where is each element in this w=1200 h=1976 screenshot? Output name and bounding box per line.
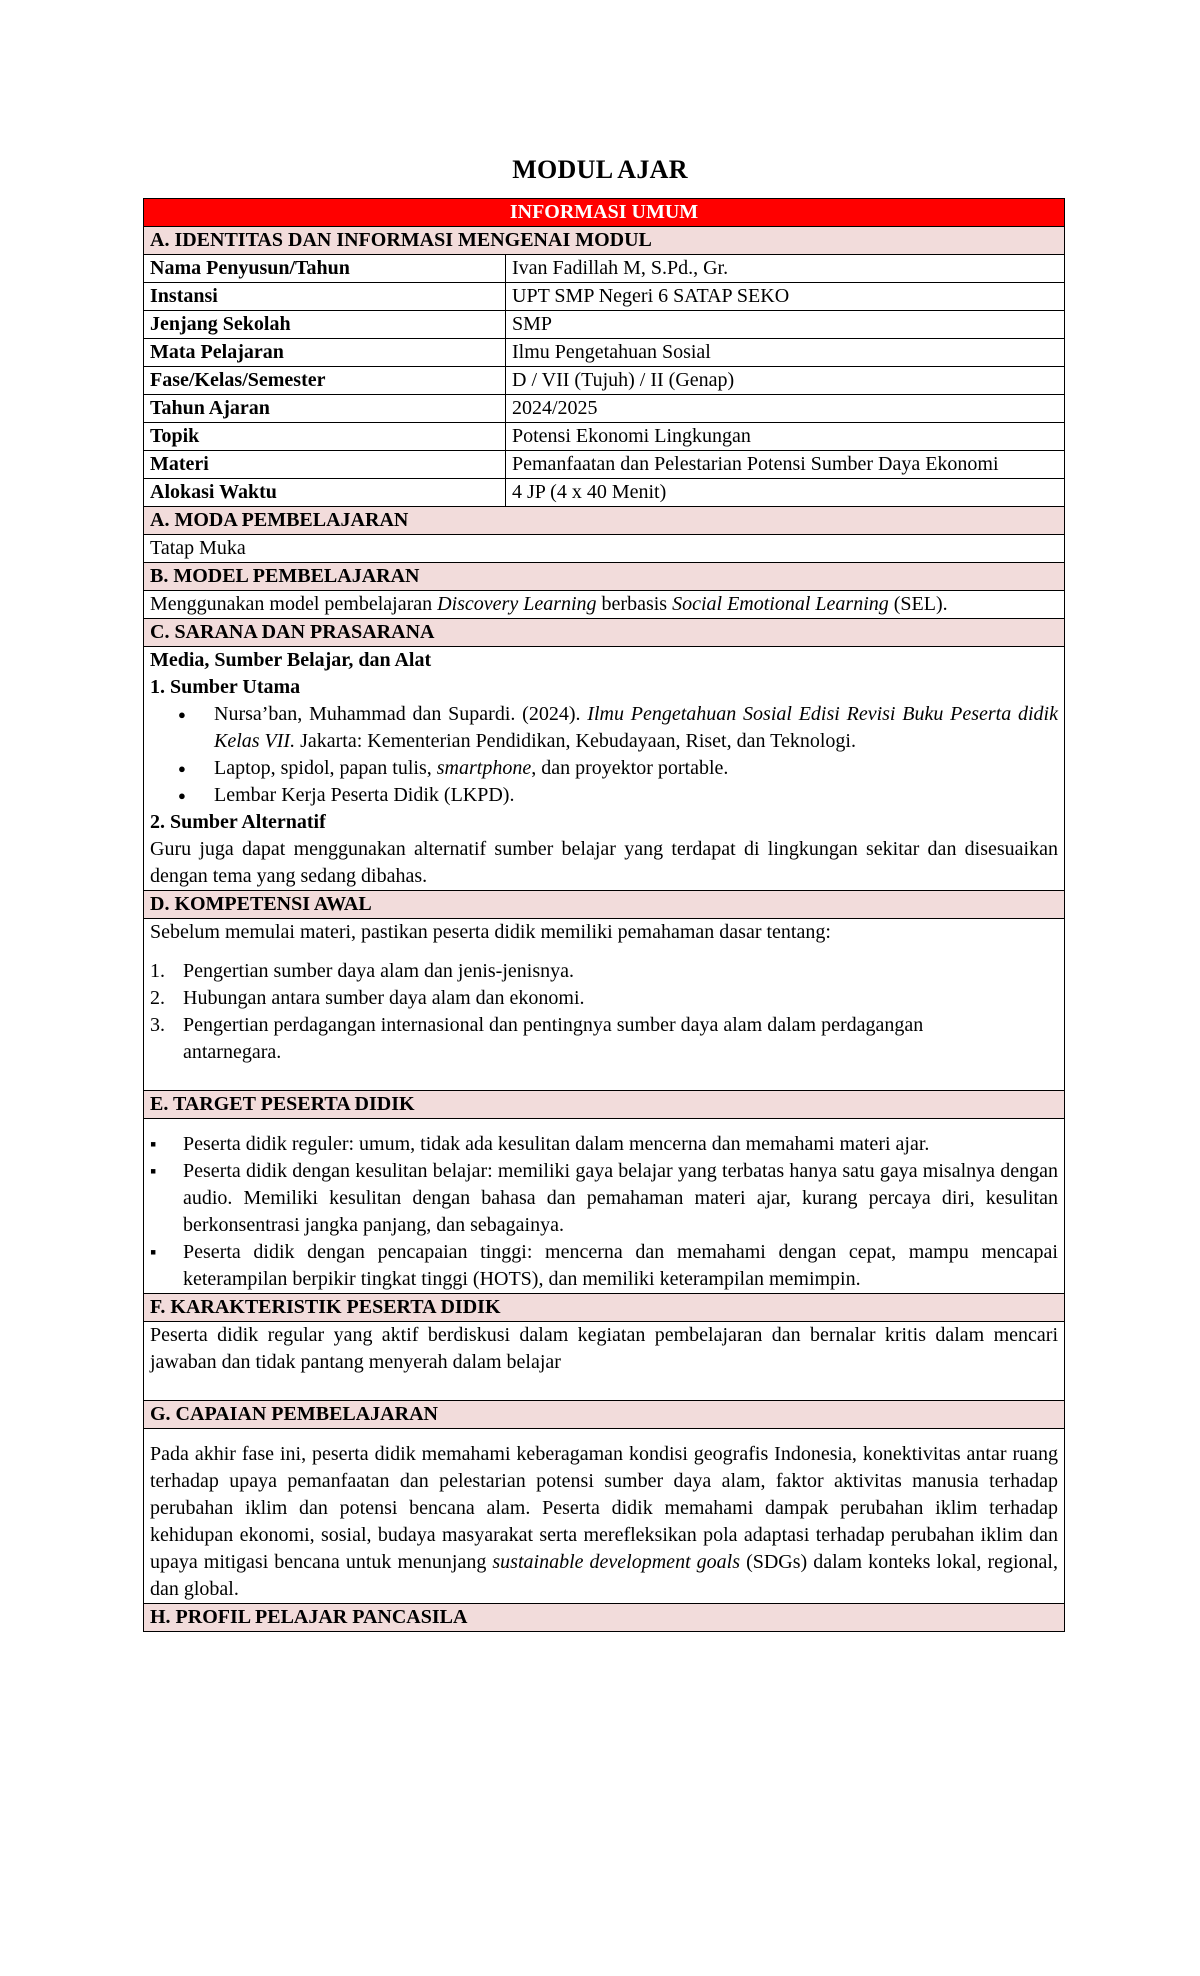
row-label: Instansi — [144, 283, 506, 311]
page-title: MODUL AJAR — [512, 155, 688, 184]
kompetensi-intro: Sebelum memulai materi, pastikan peserta didik memiliki pemahaman dasar tentang: — [150, 921, 831, 943]
table-row — [144, 255, 1065, 283]
row-label: Fase/Kelas/Semester — [144, 367, 506, 395]
table-row — [144, 311, 1065, 339]
moda-text: Tatap Muka — [144, 535, 1065, 563]
section-a-identitas: A. IDENTITAS DAN INFORMASI MENGENAI MODUL — [144, 227, 1065, 255]
section-profil-heading: H. PROFIL PELAJAR PANCASILA — [144, 1604, 1065, 1632]
sumber-utama-list — [150, 701, 1058, 809]
table-row — [144, 367, 1065, 395]
list-item: ▪ Peserta didik reguler: umum, tidak ada kesulitan dalam mencerna dan memahami materi ajar. — [150, 1131, 1058, 1158]
kompetensi-list — [150, 958, 1058, 1066]
section-karakteristik-heading: F. KARAKTERISTIK PESERTA DIDIK — [144, 1294, 1065, 1322]
list-item: ▪ Peserta didik dengan kesulitan belajar: memiliki gaya belajar yang terbatas hanya satu gaya misalnya dengan audio. Memiliki kesulitan dengan bahasa dan pemahaman materi ajar, kurang percaya diri, kesulitan berkonsentrasi jangka panjang, dan sebagainya. — [150, 1158, 1058, 1239]
target-content — [144, 1119, 1065, 1294]
table-row — [144, 395, 1065, 423]
list-item: ● Laptop, spidol, papan tulis, smartphone, dan proyektor portable. — [164, 755, 1058, 782]
section-capaian-heading: G. CAPAIAN PEMBELAJARAN — [144, 1401, 1065, 1429]
list-item: ● Nursa’ban, Muhammad dan Supardi. (2024). Ilmu Pengetahuan Sosial Edisi Revisi Buku Peserta didik Kelas VII. Jakarta: Kementerian Pendidikan, Kebudayaan, Riset, dan Teknologi. — [164, 701, 1058, 755]
sumber-utama-heading: 1. Sumber Utama — [150, 676, 301, 698]
section-moda-heading: A. MODA PEMBELAJARAN — [144, 507, 1065, 535]
target-list — [150, 1131, 1058, 1293]
list-item: ▪ Peserta didik dengan pencapaian tinggi: mencerna dan memahami dengan cepat, mampu mencapai keterampilan berpikir tingkat tinggi (HOTS), dan memiliki keterampilan memimpin. — [150, 1239, 1058, 1293]
karakteristik-text: Peserta didik regular yang aktif berdiskusi dalam kegiatan pembelajaran dan bernalar kritis dalam mencari jawaban dan tidak pantang menyerah dalam belajar — [144, 1322, 1065, 1401]
row-value: SMP — [506, 311, 1065, 339]
info-umum-header: INFORMASI UMUM — [144, 199, 1065, 227]
row-value: Pemanfaatan dan Pelestarian Potensi Sumber Daya Ekonomi — [506, 451, 1065, 479]
row-value: 2024/2025 — [506, 395, 1065, 423]
list-item: ● Lembar Kerja Peserta Didik (LKPD). — [164, 782, 1058, 809]
row-label: Jenjang Sekolah — [144, 311, 506, 339]
row-label: Topik — [144, 423, 506, 451]
sumber-alternatif-heading: 2. Sumber Alternatif — [150, 811, 326, 833]
row-value: Ilmu Pengetahuan Sosial — [506, 339, 1065, 367]
section-target-heading: E. TARGET PESERTA DIDIK — [144, 1091, 1065, 1119]
table-row — [144, 339, 1065, 367]
row-label: Alokasi Waktu — [144, 479, 506, 507]
section-sarana-heading: C. SARANA DAN PRASARANA — [144, 619, 1065, 647]
table-row — [144, 283, 1065, 311]
row-label: Materi — [144, 451, 506, 479]
row-value: UPT SMP Negeri 6 SATAP SEKO — [506, 283, 1065, 311]
kompetensi-content — [144, 919, 1065, 1091]
table-row — [144, 451, 1065, 479]
sumber-alternatif-text: Guru juga dapat menggunakan alternatif sumber belajar yang terdapat di lingkungan sekitar dan disesuaikan dengan tema yang sedang dibahas. — [150, 838, 1058, 887]
module-table — [143, 198, 1065, 1632]
section-kompetensi-heading: D. KOMPETENSI AWAL — [144, 891, 1065, 919]
row-label: Nama Penyusun/Tahun — [144, 255, 506, 283]
row-value: D / VII (Tujuh) / II (Genap) — [506, 367, 1065, 395]
sarana-subtitle: Media, Sumber Belajar, dan Alat — [150, 649, 432, 671]
row-label: Mata Pelajaran — [144, 339, 506, 367]
row-value: Potensi Ekonomi Lingkungan — [506, 423, 1065, 451]
section-model-heading: B. MODEL PEMBELAJARAN — [144, 563, 1065, 591]
row-label: Tahun Ajaran — [144, 395, 506, 423]
model-text: Menggunakan model pembelajaran Discovery Learning berbasis Social Emotional Learning (SEL). — [144, 591, 1065, 619]
capaian-text: Pada akhir fase ini, peserta didik memahami keberagaman kondisi geografis Indonesia, konektivitas antar ruang terhadap upaya pemanfaatan dan pelestarian potensi sumber daya alam, faktor aktivitas manusia terhadap perubahan iklim dan potensi bencana alam. Peserta didik memahami dampak perubahan iklim terhadap kehidupan ekonomi, sosial, budaya masyarakat serta merefleksikan pola adaptasi terhadap perubahan iklim dan upaya mitigasi bencana untuk menunjang sustainable development goals (SDGs) dalam konteks lokal, regional, dan global. — [144, 1429, 1065, 1604]
row-value: Ivan Fadillah M, S.Pd., Gr. — [506, 255, 1065, 283]
sarana-content — [144, 647, 1065, 891]
list-item: 2. Hubungan antara sumber daya alam dan ekonomi. — [150, 987, 585, 1009]
row-value: 4 JP (4 x 40 Menit) — [506, 479, 1065, 507]
list-item: 3. Pengertian perdagangan internasional dan pentingnya sumber daya alam dalam perdagangan antarnegara. — [150, 1014, 924, 1063]
list-item: 1. Pengertian sumber daya alam dan jenis-jenisnya. — [150, 960, 574, 982]
table-row — [144, 479, 1065, 507]
table-row — [144, 423, 1065, 451]
